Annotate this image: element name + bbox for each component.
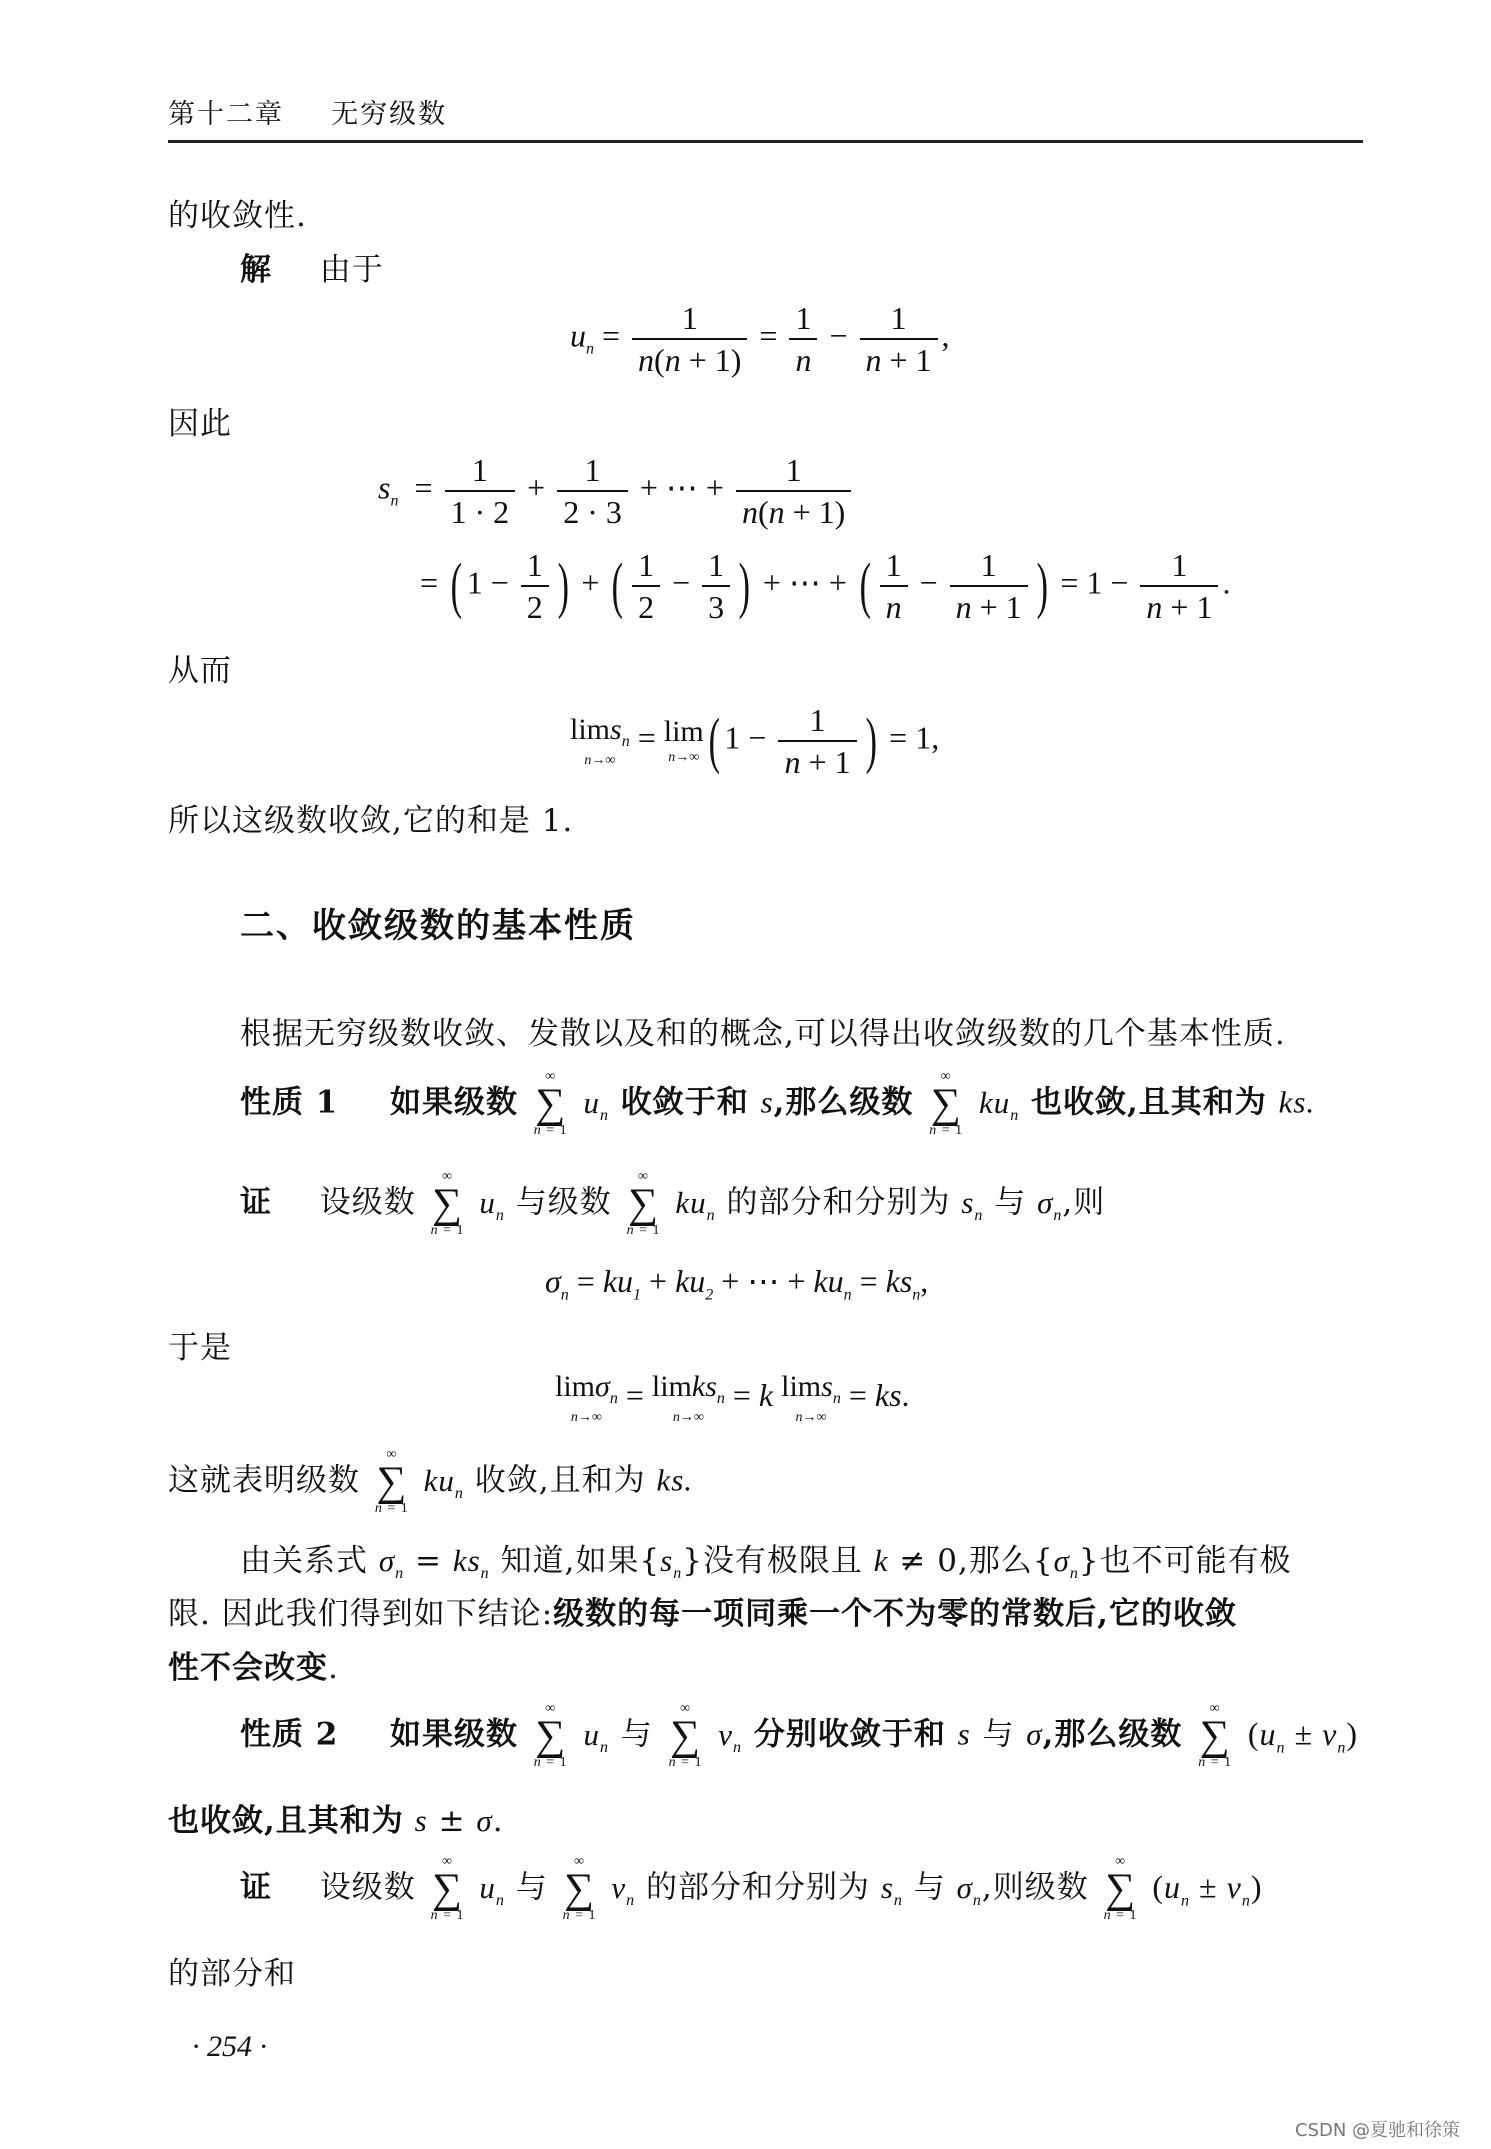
proof-1-part-a: 设级数 — [319, 1184, 416, 1221]
paragraph-2b: 级数的每一项同乘一个不为零的常数后,它的收敛 — [553, 1596, 1237, 1632]
proof-1-conclude-end: ks. — [656, 1462, 694, 1498]
solution-line — [240, 244, 384, 289]
property-2-part-d: 与 — [982, 1716, 1015, 1753]
proof-1-conclude-b: 收敛,且和为 — [474, 1462, 646, 1499]
chapter-number: 第十二章 — [168, 99, 284, 130]
section-heading: 二、收敛级数的基本性质 — [240, 906, 636, 946]
proof-2-part-d: 与 — [913, 1869, 946, 1906]
paragraph-line-2 — [168, 1588, 1237, 1633]
paragraph-1c: 没有极限且 — [702, 1543, 863, 1579]
chapter-title: 无穷级数 — [331, 99, 448, 130]
property-2-part-a: 如果级数 — [389, 1716, 518, 1753]
conclusion-text: 所以这级数收敛,它的和是 1. — [168, 803, 574, 839]
paragraph-line-1: 由关系式 $\sigma_n = ks_n$ 知道,如果$\{s_n\}$没有极限且 k ≠ 0,那么$\{\sigma_n\}$也不可能有极 — [240, 1543, 1292, 1583]
equation-limit-sn: lims$_n$ n→∞ = lim n→∞ ( 1 − $\frac{1}{n + 1}$ ) = 1, — [570, 702, 940, 780]
equation-un: $u_n$ = $\frac{1}{n(n + 1)}$ = $\frac{1}{n}$ − $\frac{1}{n + 1}$ , — [570, 300, 950, 378]
property-1-part-c: ,那么级数 — [773, 1084, 914, 1121]
equation-sn-line2: = ( 1 − $\frac{1}{2}$ ) + ( $\frac{1}{2}$ − $\frac{1}{3}$ ) + ⋯ + ( $\frac{1}{n}$ − $\frac{1}{n + 1}$ ) = 1 − $\frac{1}{n + 1}$ . — [420, 547, 1231, 625]
page-number: · 254 · — [192, 2030, 267, 2063]
proof-2: 证 设级数 ∞ ∑ n = 1 $u_n$ 与 ∞ ∑ n = 1 $v_n$ 的部分和分别为 $s_n$ 与 $\sigma_n$,则级数 ∞ ∑ n = 1 $(u_n \pm v_n)$ — [240, 1854, 1263, 1923]
yu-shi-text: 于是 — [168, 1330, 232, 1366]
proof-2-part-b: 与 — [515, 1869, 548, 1906]
property-1-label: 性质 1 — [240, 1084, 339, 1121]
paragraph-2a: 限. 因此我们得到如下结论: — [168, 1596, 554, 1632]
proof-2-part-e: ,则级数 — [981, 1869, 1089, 1906]
property-1-part-b: 收敛于和 — [620, 1084, 749, 1121]
proof-1-part-d: 与 — [994, 1184, 1027, 1221]
proof-1: 证 设级数 ∞ ∑ n = 1 $u_n$ 与级数 ∞ ∑ n = 1 $ku_n$ 的部分和分别为 $s_n$ 与 $\sigma_n$,则 — [240, 1169, 1106, 1238]
proof-1-part-e: ,则 — [1062, 1184, 1106, 1221]
solution-label: 解 — [240, 252, 272, 288]
proof-1-part-b: 与级数 — [515, 1184, 612, 1221]
proof-2-line-2: 的部分和 — [168, 1956, 296, 1992]
property-2-line2-text: 也收敛,且其和为 — [168, 1803, 404, 1839]
proof-1-label: 证 — [240, 1184, 272, 1221]
equation-limit-sigma: limσ$_n$ n→∞ = limks$_n$ n→∞ = k lims$_n$ n→∞ = ks. — [555, 1370, 910, 1425]
equation-sigma-n: $\sigma_n = ku_1 + ku_2$ + ⋯ + $ku_n = ks_n$, — [545, 1263, 929, 1304]
header-rule — [168, 140, 1363, 143]
solution-text: 由于 — [319, 252, 384, 288]
section-intro: 根据无穷级数收敛、发散以及和的概念,可以得出收敛级数的几个基本性质. — [240, 1016, 1286, 1052]
continuation-text: 的收敛性. — [168, 198, 307, 234]
property-2-part-c: 分别收敛于和 — [753, 1716, 946, 1753]
paragraph-1d: ,那么 — [957, 1543, 1033, 1579]
paragraph-3-end: . — [328, 1650, 339, 1686]
property-1-end: ks. — [1278, 1084, 1316, 1120]
hence-text: 从而 — [168, 653, 232, 689]
equation-sn-line1: $s_n$ = $\frac{1}{1 \cdot 2}$ + $\frac{1}{2 \cdot 3}$ + ⋯ + $\frac{1}{n(n + 1)}$ — [378, 450, 855, 532]
property-1-part-d: 也收敛,且其和为 — [1031, 1084, 1267, 1121]
paragraph-line-3 — [168, 1642, 339, 1687]
property-2: 性质 2 如果级数 ∞ ∑ n = 1 $u_n$ 与 ∞ ∑ n = 1 $v_n$ 分别收敛于和 s 与 σ,那么级数 ∞ ∑ n = 1 $(u_n \pm v_n)$ — [240, 1701, 1358, 1770]
therefore-text: 因此 — [168, 406, 232, 442]
proof-1-conclude-a: 这就表明级数 — [168, 1462, 360, 1499]
proof-2-label: 证 — [240, 1869, 272, 1906]
property-1: 性质 1 如果级数 ∞ ∑ n = 1 $u_n$ 收敛于和 s,那么级数 ∞ ∑ n = 1 $ku_n$ 也收敛,且其和为 ks. — [240, 1069, 1316, 1138]
watermark: CSDN @夏驰和徐策 — [1295, 2120, 1461, 2141]
property-2-label: 性质 2 — [240, 1716, 339, 1753]
paragraph-1a: 由关系式 — [240, 1543, 368, 1579]
property-2-part-e: ,那么级数 — [1042, 1716, 1183, 1753]
property-1-part-a: 如果级数 — [389, 1084, 518, 1121]
property-2-part-b: 与 — [620, 1716, 653, 1753]
proof-1-conclusion: 这就表明级数 ∞ ∑ n = 1 $ku_n$ 收敛,且和为 ks. — [168, 1447, 694, 1516]
proof-2-part-a: 设级数 — [319, 1869, 416, 1906]
chapter-header — [168, 92, 447, 131]
proof-1-part-c: 的部分和分别为 — [726, 1184, 951, 1221]
property-2-line-2: 也收敛,且其和为 s ± σ. — [168, 1803, 504, 1839]
paragraph-1b: 知道,如果 — [500, 1543, 640, 1579]
paragraph-1e: 也不可能有极 — [1099, 1543, 1292, 1579]
proof-2-part-c: 的部分和分别为 — [645, 1869, 870, 1906]
paragraph-3: 性不会改变 — [168, 1650, 328, 1686]
